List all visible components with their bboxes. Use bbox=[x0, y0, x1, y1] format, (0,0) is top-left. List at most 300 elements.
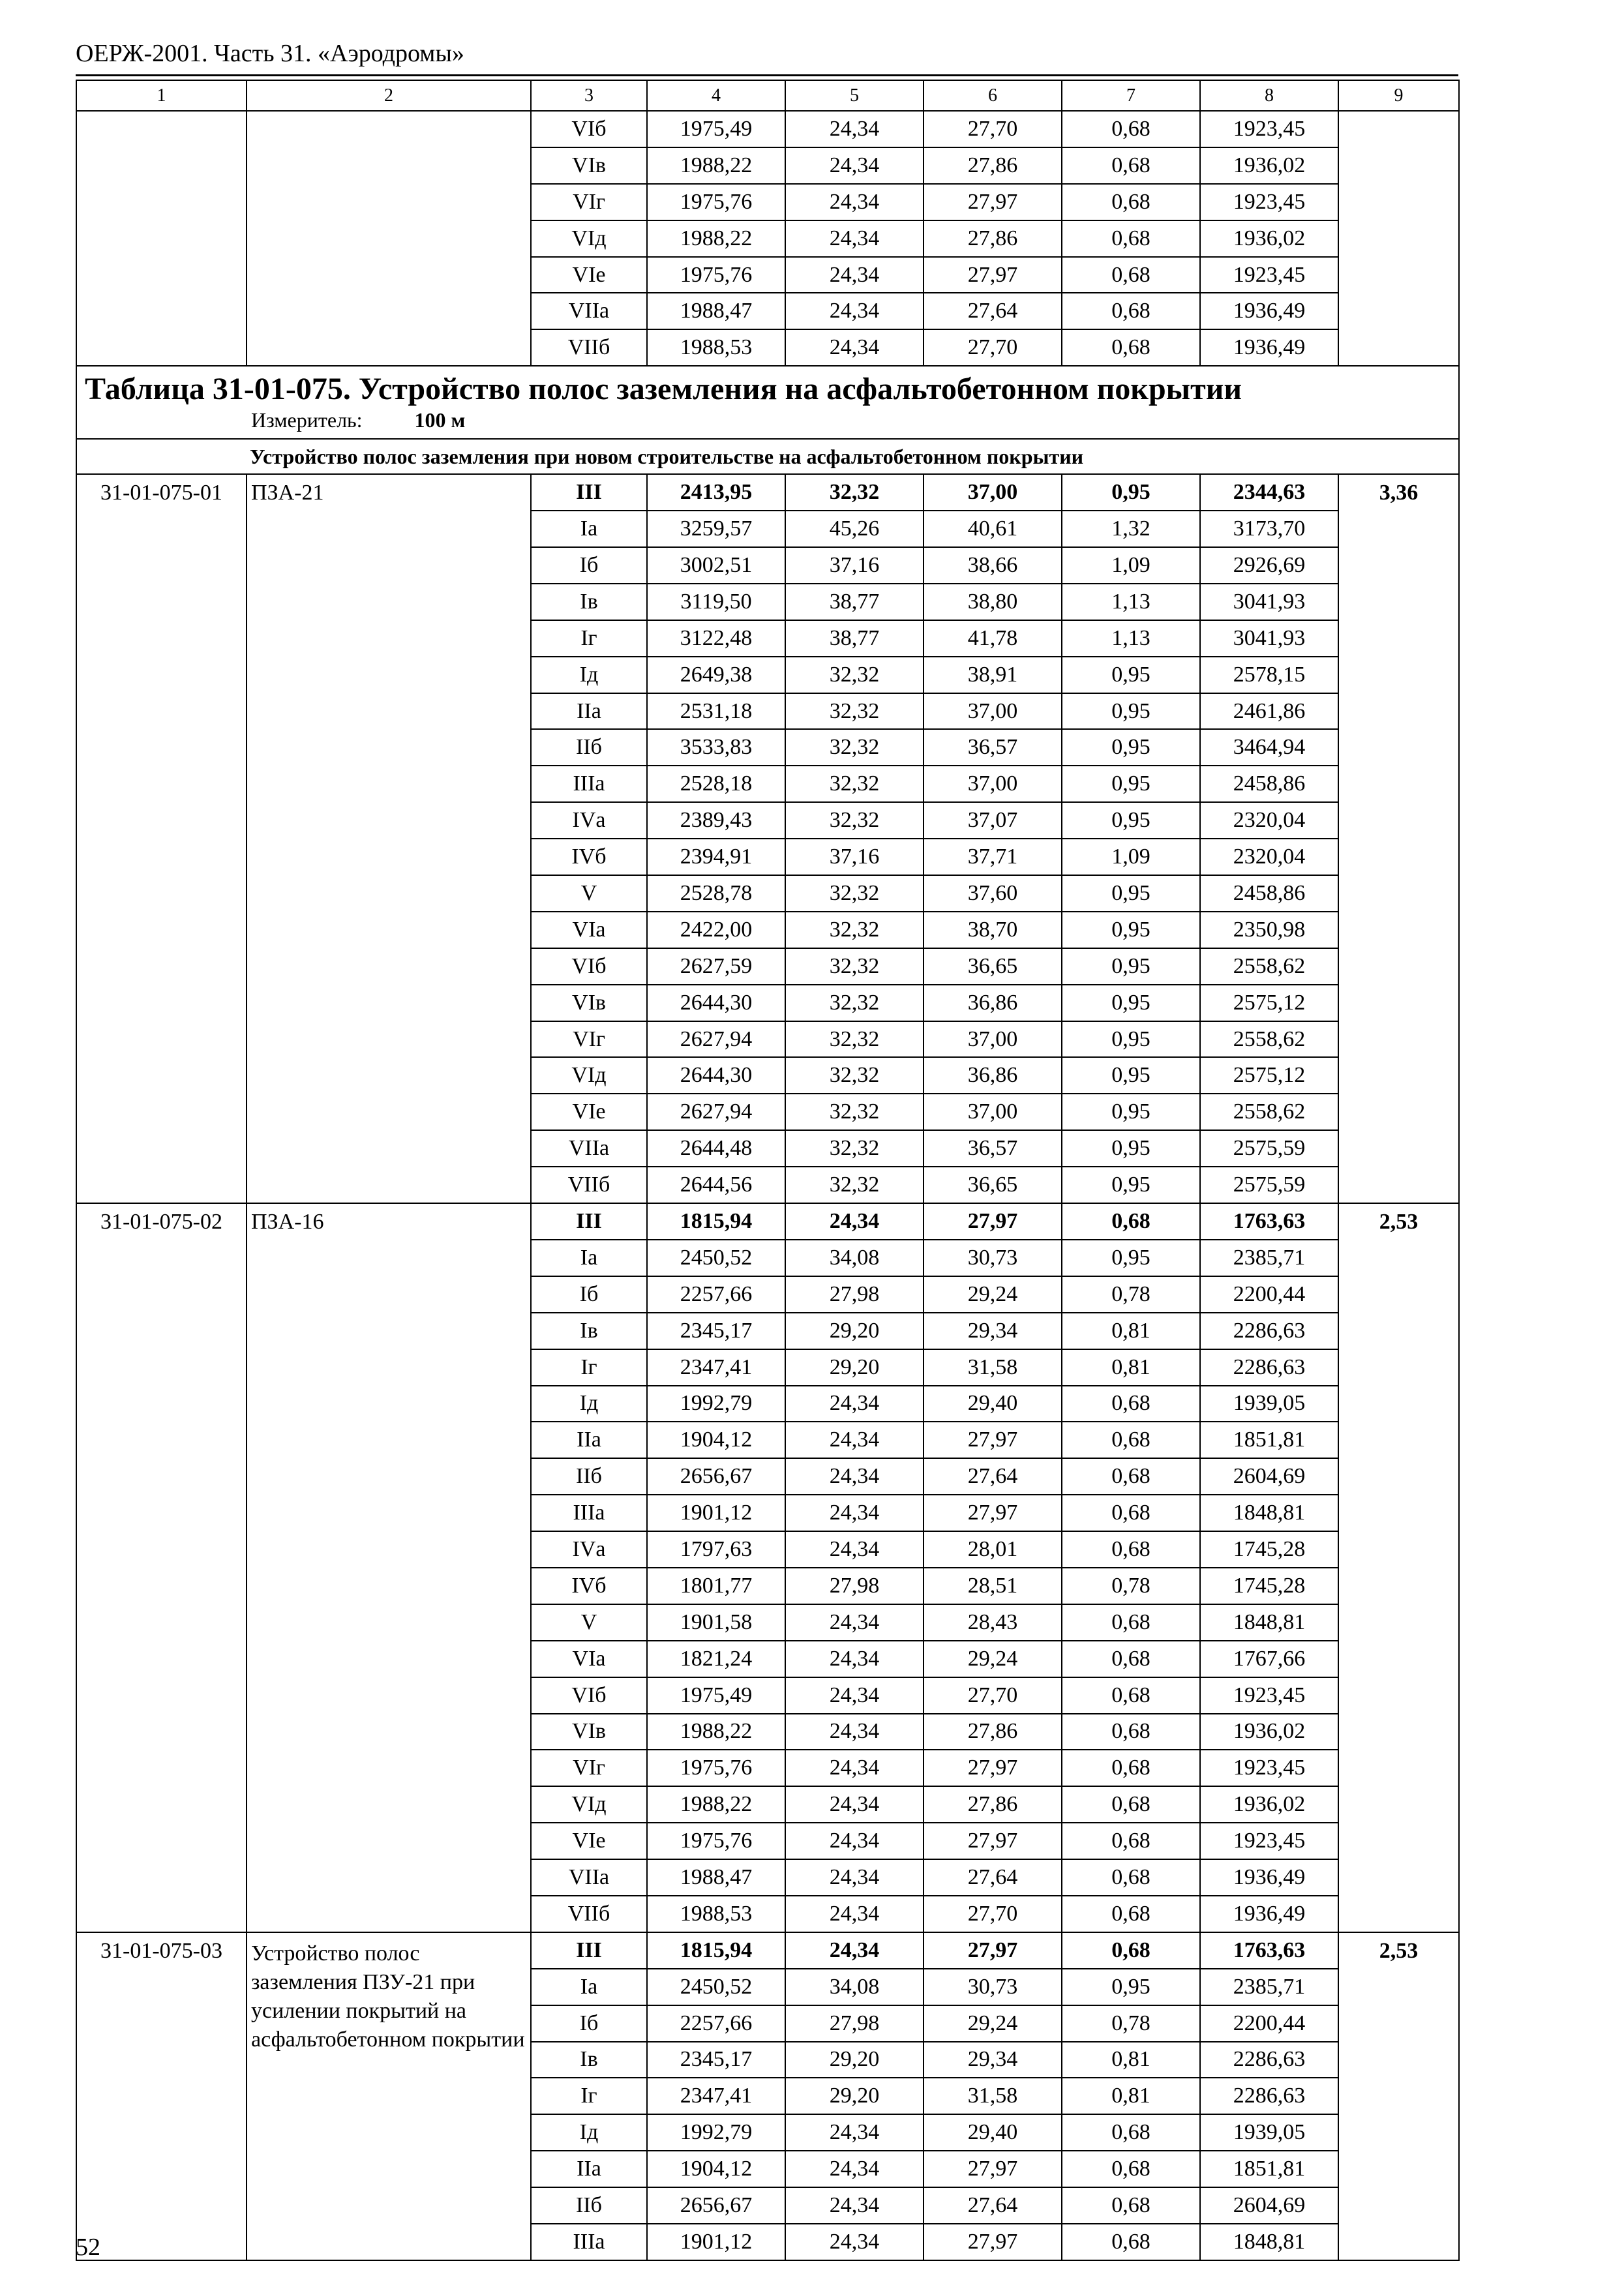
zone-cell: V bbox=[531, 1604, 647, 1641]
zone-cell: IIб bbox=[531, 2187, 647, 2224]
value-cell: 24,34 bbox=[785, 257, 924, 293]
value-cell: 1936,49 bbox=[1200, 293, 1338, 329]
value-cell: 0,95 bbox=[1062, 1057, 1200, 1094]
value-cell: 24,34 bbox=[785, 111, 924, 147]
value-cell: 2528,18 bbox=[647, 766, 785, 802]
value-cell: 2320,04 bbox=[1200, 802, 1338, 839]
value-cell: 2320,04 bbox=[1200, 839, 1338, 875]
value-cell: 0,68 bbox=[1062, 1750, 1200, 1786]
value-cell: 2604,69 bbox=[1200, 2187, 1338, 2224]
value-cell: 1988,47 bbox=[647, 1859, 785, 1896]
value-cell: 2578,15 bbox=[1200, 657, 1338, 693]
value-cell: 38,77 bbox=[785, 620, 924, 657]
column-number: 2 bbox=[247, 80, 531, 111]
value-cell: 2350,98 bbox=[1200, 912, 1338, 948]
value-cell: 0,68 bbox=[1062, 1641, 1200, 1677]
value-cell: 0,95 bbox=[1062, 1130, 1200, 1167]
value-cell: 3122,48 bbox=[647, 620, 785, 657]
zone-cell: Iб bbox=[531, 1276, 647, 1313]
value-cell: 1939,05 bbox=[1200, 1386, 1338, 1422]
value-cell: 0,68 bbox=[1062, 1859, 1200, 1896]
value-cell: 3041,93 bbox=[1200, 584, 1338, 620]
value-cell: 0,68 bbox=[1062, 1677, 1200, 1714]
value-cell: 0,95 bbox=[1062, 802, 1200, 839]
value-cell: 1992,79 bbox=[647, 2114, 785, 2151]
value-cell: 24,34 bbox=[785, 1495, 924, 1531]
value-cell: 1,13 bbox=[1062, 620, 1200, 657]
zone-cell: Iг bbox=[531, 620, 647, 657]
value-cell: 0,68 bbox=[1062, 2224, 1200, 2260]
table-title-cell bbox=[76, 366, 1459, 439]
value-cell: 2558,62 bbox=[1200, 948, 1338, 985]
value-cell: 1848,81 bbox=[1200, 2224, 1338, 2260]
value-cell: 0,95 bbox=[1062, 1969, 1200, 2005]
value-cell: 0,95 bbox=[1062, 948, 1200, 985]
value-cell: 2644,48 bbox=[647, 1130, 785, 1167]
zone-cell: IVа bbox=[531, 802, 647, 839]
value-cell: 27,97 bbox=[924, 1932, 1062, 1969]
value-cell: 36,86 bbox=[924, 985, 1062, 1021]
value-cell: 27,70 bbox=[924, 111, 1062, 147]
value-cell: 29,20 bbox=[785, 1313, 924, 1349]
value-cell: 1904,12 bbox=[647, 1422, 785, 1458]
value-cell: 2649,38 bbox=[647, 657, 785, 693]
empty-code-cell bbox=[76, 111, 247, 366]
value-cell: 1763,63 bbox=[1200, 1203, 1338, 1240]
value-cell: 2575,59 bbox=[1200, 1167, 1338, 1203]
rate-code: 31-01-075-01 bbox=[76, 474, 247, 1203]
value-cell: 1936,02 bbox=[1200, 147, 1338, 184]
value-cell: 29,40 bbox=[924, 2114, 1062, 2151]
value-cell: 1936,49 bbox=[1200, 1859, 1338, 1896]
value-cell: 2656,67 bbox=[647, 1458, 785, 1495]
value-cell: 30,73 bbox=[924, 1240, 1062, 1276]
zone-cell: IIIа bbox=[531, 1495, 647, 1531]
value-cell: 29,34 bbox=[924, 2042, 1062, 2078]
value-cell: 30,73 bbox=[924, 1969, 1062, 2005]
zone-cell: IVа bbox=[531, 1531, 647, 1568]
value-cell: 1901,58 bbox=[647, 1604, 785, 1641]
value-cell: 1797,63 bbox=[647, 1531, 785, 1568]
value-cell: 2656,67 bbox=[647, 2187, 785, 2224]
value-cell: 0,68 bbox=[1062, 2187, 1200, 2224]
value-cell: 0,95 bbox=[1062, 766, 1200, 802]
value-cell: 24,34 bbox=[785, 2114, 924, 2151]
value-cell: 2347,41 bbox=[647, 2078, 785, 2114]
value-cell: 27,64 bbox=[924, 2187, 1062, 2224]
zone-cell: VIIа bbox=[531, 1859, 647, 1896]
value-cell: 3002,51 bbox=[647, 547, 785, 584]
value-cell: 36,65 bbox=[924, 948, 1062, 985]
value-cell: 0,68 bbox=[1062, 1458, 1200, 1495]
zone-cell: VIд bbox=[531, 1786, 647, 1823]
value-cell: 2389,43 bbox=[647, 802, 785, 839]
value-cell: 2644,30 bbox=[647, 1057, 785, 1094]
value-cell: 1851,81 bbox=[1200, 1422, 1338, 1458]
value-cell: 27,97 bbox=[924, 1750, 1062, 1786]
zone-cell: Iд bbox=[531, 657, 647, 693]
value-cell: 34,08 bbox=[785, 1969, 924, 2005]
value-cell: 27,98 bbox=[785, 1568, 924, 1604]
value-cell: 32,32 bbox=[785, 474, 924, 511]
value-cell: 24,34 bbox=[785, 2187, 924, 2224]
value-cell: 2450,52 bbox=[647, 1240, 785, 1276]
value-cell: 37,00 bbox=[924, 693, 1062, 730]
rate-name: ПЗА-21 bbox=[247, 474, 531, 1203]
zone-cell: VIе bbox=[531, 1823, 647, 1859]
zone-cell: VIб bbox=[531, 948, 647, 985]
value-cell: 36,57 bbox=[924, 1130, 1062, 1167]
value-cell: 1975,76 bbox=[647, 1823, 785, 1859]
value-cell: 27,64 bbox=[924, 1458, 1062, 1495]
value-cell: 29,20 bbox=[785, 2078, 924, 2114]
value-cell: 2458,86 bbox=[1200, 875, 1338, 912]
value-cell: 2345,17 bbox=[647, 2042, 785, 2078]
value-cell: 0,95 bbox=[1062, 693, 1200, 730]
value-cell: 1936,49 bbox=[1200, 1896, 1338, 1932]
value-cell: 3173,70 bbox=[1200, 511, 1338, 547]
value-cell: 2558,62 bbox=[1200, 1021, 1338, 1058]
value-cell: 1,09 bbox=[1062, 547, 1200, 584]
value-cell: 2644,56 bbox=[647, 1167, 785, 1203]
value-cell: 0,95 bbox=[1062, 657, 1200, 693]
value-cell: 2461,86 bbox=[1200, 693, 1338, 730]
value-cell: 0,68 bbox=[1062, 1786, 1200, 1823]
value-cell: 38,80 bbox=[924, 584, 1062, 620]
column-number: 8 bbox=[1200, 80, 1338, 111]
value-cell: 0,95 bbox=[1062, 729, 1200, 766]
value-cell: 1848,81 bbox=[1200, 1604, 1338, 1641]
value-cell: 27,86 bbox=[924, 147, 1062, 184]
table-row bbox=[76, 111, 1459, 147]
value-cell: 0,95 bbox=[1062, 1167, 1200, 1203]
value-cell: 24,34 bbox=[785, 329, 924, 366]
zone-cell: IIб bbox=[531, 1458, 647, 1495]
value-cell: 2286,63 bbox=[1200, 2078, 1338, 2114]
column-number: 7 bbox=[1062, 80, 1200, 111]
value-cell: 1901,12 bbox=[647, 2224, 785, 2260]
value-cell: 36,65 bbox=[924, 1167, 1062, 1203]
value-cell: 37,00 bbox=[924, 1021, 1062, 1058]
value-cell: 27,70 bbox=[924, 329, 1062, 366]
zone-cell: VIб bbox=[531, 111, 647, 147]
value-cell: 1821,24 bbox=[647, 1641, 785, 1677]
value-cell: 3041,93 bbox=[1200, 620, 1338, 657]
empty-col9-cell bbox=[1338, 111, 1459, 366]
zone-cell: VIа bbox=[531, 1641, 647, 1677]
zone-cell: VIг bbox=[531, 1021, 647, 1058]
value-cell: 0,81 bbox=[1062, 2042, 1200, 2078]
value-cell: 38,66 bbox=[924, 547, 1062, 584]
value-cell: 31,58 bbox=[924, 1349, 1062, 1386]
rate-name: Устройство полос заземления ПЗУ-21 при усилении покрытий на асфальтобетонном покрытии bbox=[247, 1932, 531, 2260]
value-cell: 0,78 bbox=[1062, 1276, 1200, 1313]
value-cell: 0,68 bbox=[1062, 1896, 1200, 1932]
value-cell: 1939,05 bbox=[1200, 2114, 1338, 2151]
value-cell: 1923,45 bbox=[1200, 1750, 1338, 1786]
column-number: 5 bbox=[785, 80, 924, 111]
value-cell: 32,32 bbox=[785, 693, 924, 730]
value-cell: 1992,79 bbox=[647, 1386, 785, 1422]
zone-cell: Iб bbox=[531, 547, 647, 584]
value-cell: 37,16 bbox=[785, 839, 924, 875]
value-cell: 36,57 bbox=[924, 729, 1062, 766]
zone-cell: VIг bbox=[531, 1750, 647, 1786]
col9-value: 3,36 bbox=[1338, 474, 1459, 1203]
value-cell: 27,97 bbox=[924, 2151, 1062, 2187]
value-cell: 27,97 bbox=[924, 2224, 1062, 2260]
value-cell: 37,71 bbox=[924, 839, 1062, 875]
value-cell: 27,70 bbox=[924, 1677, 1062, 1714]
value-cell: 24,34 bbox=[785, 1750, 924, 1786]
zone-cell: VIIа bbox=[531, 293, 647, 329]
value-cell: 27,64 bbox=[924, 293, 1062, 329]
rate-code: 31-01-075-03 bbox=[76, 1932, 247, 2260]
value-cell: 32,32 bbox=[785, 1057, 924, 1094]
zone-cell: V bbox=[531, 875, 647, 912]
value-cell: 0,95 bbox=[1062, 1021, 1200, 1058]
value-cell: 24,34 bbox=[785, 1677, 924, 1714]
value-cell: 32,32 bbox=[785, 875, 924, 912]
value-cell: 2257,66 bbox=[647, 1276, 785, 1313]
value-cell: 1815,94 bbox=[647, 1203, 785, 1240]
rate-code: 31-01-075-02 bbox=[76, 1203, 247, 1932]
zone-cell: VIIб bbox=[531, 1896, 647, 1932]
value-cell: 27,97 bbox=[924, 1823, 1062, 1859]
value-cell: 0,68 bbox=[1062, 257, 1200, 293]
value-cell: 1923,45 bbox=[1200, 1677, 1338, 1714]
value-cell: 27,97 bbox=[924, 184, 1062, 220]
value-cell: 2257,66 bbox=[647, 2005, 785, 2042]
value-cell: 40,61 bbox=[924, 511, 1062, 547]
measure-label: Измеритель: bbox=[251, 408, 363, 432]
value-cell: 2627,94 bbox=[647, 1094, 785, 1130]
value-cell: 32,32 bbox=[785, 1167, 924, 1203]
value-cell: 29,24 bbox=[924, 1641, 1062, 1677]
table-subtitle-row bbox=[76, 439, 1459, 474]
value-cell: 1767,66 bbox=[1200, 1641, 1338, 1677]
zone-cell: VIIб bbox=[531, 1167, 647, 1203]
value-cell: 1988,53 bbox=[647, 1896, 785, 1932]
measure-line bbox=[85, 407, 1451, 436]
value-cell: 2531,18 bbox=[647, 693, 785, 730]
value-cell: 1975,76 bbox=[647, 1750, 785, 1786]
value-cell: 3119,50 bbox=[647, 584, 785, 620]
zone-cell: Iа bbox=[531, 511, 647, 547]
zone-cell: III bbox=[531, 1203, 647, 1240]
value-cell: 0,95 bbox=[1062, 875, 1200, 912]
value-cell: 1,32 bbox=[1062, 511, 1200, 547]
value-cell: 2286,63 bbox=[1200, 1313, 1338, 1349]
value-cell: 1988,22 bbox=[647, 1714, 785, 1750]
value-cell: 28,43 bbox=[924, 1604, 1062, 1641]
header-rule bbox=[76, 74, 1458, 76]
zone-cell: IVб bbox=[531, 839, 647, 875]
value-cell: 2286,63 bbox=[1200, 1349, 1338, 1386]
value-cell: 32,32 bbox=[785, 1021, 924, 1058]
value-cell: 1745,28 bbox=[1200, 1568, 1338, 1604]
value-cell: 24,34 bbox=[785, 1786, 924, 1823]
value-cell: 0,68 bbox=[1062, 1386, 1200, 1422]
value-cell: 0,68 bbox=[1062, 329, 1200, 366]
value-cell: 0,81 bbox=[1062, 1349, 1200, 1386]
value-cell: 3259,57 bbox=[647, 511, 785, 547]
value-cell: 0,68 bbox=[1062, 293, 1200, 329]
zone-cell: IIIа bbox=[531, 766, 647, 802]
value-cell: 0,78 bbox=[1062, 1568, 1200, 1604]
value-cell: 28,51 bbox=[924, 1568, 1062, 1604]
value-cell: 24,34 bbox=[785, 184, 924, 220]
value-cell: 37,00 bbox=[924, 766, 1062, 802]
zone-cell: VIв bbox=[531, 147, 647, 184]
value-cell: 1923,45 bbox=[1200, 184, 1338, 220]
zone-cell: VIа bbox=[531, 912, 647, 948]
value-cell: 29,40 bbox=[924, 1386, 1062, 1422]
value-cell: 1,09 bbox=[1062, 839, 1200, 875]
value-cell: 37,07 bbox=[924, 802, 1062, 839]
value-cell: 2528,78 bbox=[647, 875, 785, 912]
col9-value: 2,53 bbox=[1338, 1932, 1459, 2260]
column-number: 6 bbox=[924, 80, 1062, 111]
value-cell: 28,01 bbox=[924, 1531, 1062, 1568]
value-cell: 24,34 bbox=[785, 1422, 924, 1458]
value-cell: 2604,69 bbox=[1200, 1458, 1338, 1495]
zone-cell: VIв bbox=[531, 985, 647, 1021]
zone-cell: Iд bbox=[531, 2114, 647, 2151]
value-cell: 0,68 bbox=[1062, 1203, 1200, 1240]
value-cell: 1936,02 bbox=[1200, 220, 1338, 257]
value-cell: 32,32 bbox=[785, 985, 924, 1021]
value-cell: 1763,63 bbox=[1200, 1932, 1338, 1969]
zone-cell: IIIа bbox=[531, 2224, 647, 2260]
value-cell: 1975,49 bbox=[647, 111, 785, 147]
value-cell: 24,34 bbox=[785, 1714, 924, 1750]
table-subtitle: Устройство полос заземления при новом строительстве на асфальтобетонном покрытии bbox=[76, 439, 1459, 474]
value-cell: 1988,53 bbox=[647, 329, 785, 366]
value-cell: 1851,81 bbox=[1200, 2151, 1338, 2187]
value-cell: 0,68 bbox=[1062, 1495, 1200, 1531]
value-cell: 38,91 bbox=[924, 657, 1062, 693]
value-cell: 36,86 bbox=[924, 1057, 1062, 1094]
value-cell: 24,34 bbox=[785, 1604, 924, 1641]
value-cell: 0,81 bbox=[1062, 2078, 1200, 2114]
measure-value: 100 м bbox=[414, 408, 466, 432]
zone-cell: VIб bbox=[531, 1677, 647, 1714]
value-cell: 2345,17 bbox=[647, 1313, 785, 1349]
zone-cell: Iв bbox=[531, 584, 647, 620]
zone-cell: VIд bbox=[531, 1057, 647, 1094]
value-cell: 1988,22 bbox=[647, 220, 785, 257]
value-cell: 38,77 bbox=[785, 584, 924, 620]
value-cell: 24,34 bbox=[785, 2151, 924, 2187]
zone-cell: Iб bbox=[531, 2005, 647, 2042]
empty-name-cell bbox=[247, 111, 531, 366]
value-cell: 0,68 bbox=[1062, 147, 1200, 184]
value-cell: 24,34 bbox=[785, 1823, 924, 1859]
value-cell: 1848,81 bbox=[1200, 1495, 1338, 1531]
value-cell: 32,32 bbox=[785, 1130, 924, 1167]
value-cell: 32,32 bbox=[785, 948, 924, 985]
value-cell: 2644,30 bbox=[647, 985, 785, 1021]
zone-cell: Iг bbox=[531, 2078, 647, 2114]
zone-cell: Iд bbox=[531, 1386, 647, 1422]
value-cell: 2200,44 bbox=[1200, 2005, 1338, 2042]
zone-cell: III bbox=[531, 1932, 647, 1969]
column-number: 9 bbox=[1338, 80, 1459, 111]
value-cell: 37,00 bbox=[924, 474, 1062, 511]
zone-cell: VIIб bbox=[531, 329, 647, 366]
value-cell: 0,95 bbox=[1062, 985, 1200, 1021]
zone-cell: VIг bbox=[531, 184, 647, 220]
value-cell: 37,16 bbox=[785, 547, 924, 584]
value-cell: 2575,12 bbox=[1200, 1057, 1338, 1094]
value-cell: 2575,12 bbox=[1200, 985, 1338, 1021]
zone-cell: IIа bbox=[531, 1422, 647, 1458]
zone-cell: VIв bbox=[531, 1714, 647, 1750]
value-cell: 32,32 bbox=[785, 729, 924, 766]
value-cell: 29,34 bbox=[924, 1313, 1062, 1349]
column-number: 3 bbox=[531, 80, 647, 111]
rates-table-body bbox=[76, 80, 1459, 2260]
value-cell: 32,32 bbox=[785, 912, 924, 948]
value-cell: 24,34 bbox=[785, 1932, 924, 1969]
value-cell: 27,98 bbox=[785, 2005, 924, 2042]
value-cell: 27,86 bbox=[924, 1786, 1062, 1823]
value-cell: 27,97 bbox=[924, 257, 1062, 293]
value-cell: 1923,45 bbox=[1200, 257, 1338, 293]
value-cell: 0,68 bbox=[1062, 2151, 1200, 2187]
column-number: 1 bbox=[76, 80, 247, 111]
rates-table bbox=[76, 80, 1460, 2261]
value-cell: 27,86 bbox=[924, 1714, 1062, 1750]
value-cell: 27,70 bbox=[924, 1896, 1062, 1932]
value-cell: 0,68 bbox=[1062, 1714, 1200, 1750]
value-cell: 0,68 bbox=[1062, 1823, 1200, 1859]
value-cell: 32,32 bbox=[785, 802, 924, 839]
zone-cell: IIа bbox=[531, 693, 647, 730]
value-cell: 0,81 bbox=[1062, 1313, 1200, 1349]
value-cell: 1815,94 bbox=[647, 1932, 785, 1969]
zone-cell: IIа bbox=[531, 2151, 647, 2187]
column-number-row bbox=[76, 80, 1459, 111]
value-cell: 2627,94 bbox=[647, 1021, 785, 1058]
value-cell: 1988,47 bbox=[647, 293, 785, 329]
value-cell: 24,34 bbox=[785, 293, 924, 329]
value-cell: 2627,59 bbox=[647, 948, 785, 985]
value-cell: 2450,52 bbox=[647, 1969, 785, 2005]
value-cell: 2385,71 bbox=[1200, 1240, 1338, 1276]
value-cell: 31,58 bbox=[924, 2078, 1062, 2114]
zone-cell: IIб bbox=[531, 729, 647, 766]
table-title-row bbox=[76, 366, 1459, 439]
value-cell: 24,34 bbox=[785, 147, 924, 184]
value-cell: 24,34 bbox=[785, 220, 924, 257]
zone-cell: VIе bbox=[531, 1094, 647, 1130]
value-cell: 34,08 bbox=[785, 1240, 924, 1276]
value-cell: 38,70 bbox=[924, 912, 1062, 948]
zone-cell: Iв bbox=[531, 2042, 647, 2078]
zone-cell: VIе bbox=[531, 257, 647, 293]
value-cell: 3464,94 bbox=[1200, 729, 1338, 766]
value-cell: 24,34 bbox=[785, 1531, 924, 1568]
value-cell: 0,68 bbox=[1062, 184, 1200, 220]
value-cell: 1988,22 bbox=[647, 147, 785, 184]
zone-cell: Iв bbox=[531, 1313, 647, 1349]
rate-name: ПЗА-16 bbox=[247, 1203, 531, 1932]
table-row bbox=[76, 474, 1459, 511]
value-cell: 0,68 bbox=[1062, 1531, 1200, 1568]
zone-cell: Iа bbox=[531, 1240, 647, 1276]
